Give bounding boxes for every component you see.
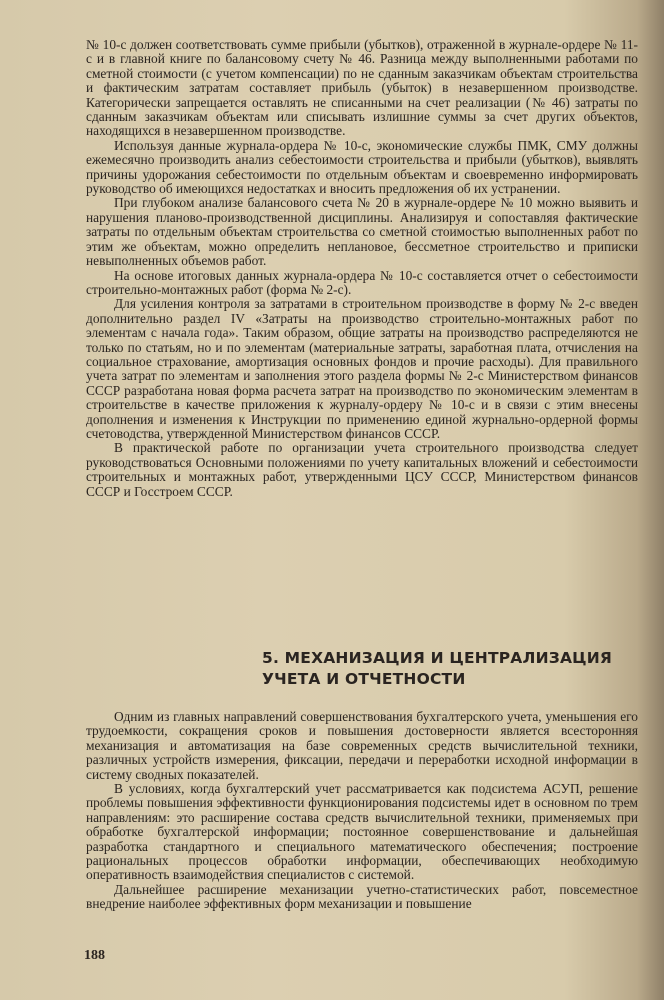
paragraph: В условиях, когда бухгалтерский учет рассматривается как подсистема АСУП, решение проблемы повышения эффективности функционирования подсистемы идет в основном по трем направлениям: это расширение состава средств вычислительной техники, применяемых при обработке бухгалтерской информации; постоянное совершенствование и дальнейшая разработка стандартного и специального математического обеспечения; построение рациональных процессов обработки информации, обеспечивающих необходимую оперативность взаимодействия специалистов с системой. bbox=[86, 781, 638, 883]
page-number: 188 bbox=[84, 948, 105, 963]
paragraph: Дальнейшее расширение механизации учетно-статистических работ, повсеместное внедрение наиболее эффективных форм механизации и повышение bbox=[86, 881, 638, 912]
paragraph: В практической работе по организации учета строительного производства следует руководствоваться Основными положениями по учету капитальных вложений и себестоимости строительных и монтажных работ, утвержденными ЦСУ СССР, Министерством финансов СССР и Госстроем СССР. bbox=[86, 440, 638, 499]
paragraph: При глубоком анализе балансового счета № 20 в журнале-ордере № 10 можно выявить и нарушения планово-производственной дисциплины. Анализируя и сопоставляя фактические затраты по отдельным объектам строительства со сметной стоимостью выполненных работ по этим же объектам, можно определить неплановое, бессметное строительство и приписки невыполненных объемов работ. bbox=[86, 195, 638, 269]
paragraph: Используя данные журнала-ордера № 10-с, экономические службы ПМК, СМУ должны ежемесячно производить анализ себестоимости строительства и прибыли (убытков), выявлять причины удорожания себестоимости по отдельным объектам и своевременно информировать руководство об имеющихся недостатках и вносить предложения об их устранении. bbox=[86, 137, 638, 197]
top-text-block bbox=[86, 38, 638, 499]
section-heading-line-2: УЧЕТА И ОТЧЕТНОСТИ bbox=[262, 670, 466, 688]
section-heading-line-1: 5. МЕХАНИЗАЦИЯ И ЦЕНТРАЛИЗАЦИЯ bbox=[262, 649, 613, 667]
paragraph: Одним из главных направлений совершенствования бухгалтерского учета, уменьшения его трудоемкости, сокращения сроков и повышения достоверности является всесторонняя механизация и автоматизация на базе современных средств вычислительной техники, различных устройств измерения, фиксации, передачи и переработки исходной информации в систему сводных показателей. bbox=[86, 709, 638, 782]
bottom-text-block bbox=[86, 710, 638, 912]
paragraph: Для усиления контроля за затратами в строительном производстве в форму № 2-с введен дополнительно раздел IV «Затраты на производство строительно-монтажных работ по элементам с начала года». Таким образом, общие затраты на производство распределяются не только по статьям, но и по элементам (материальные затраты, заработная плата, отчисления на социальное страхование, амортизация основных фондов и прочие расходы). Для правильного учета затрат по элементам и заполнения этого раздела формы № 2-с Министерством финансов СССР разработана новая форма расчета затрат на производство по экономическим элементам в строительстве в качестве приложения к журналу-ордеру № 10-с и в связи с этим внесены дополнения и изменения к Инструкции по применению единой журнально-ордерной формы счетоводства, утвержденной Министерством финансов СССР. bbox=[86, 296, 638, 441]
paragraph: № 10-с должен соответствовать сумме прибыли (убытков), отраженной в журнале-ордере № 11-с и в главной книге по балансовому счету № 46. Разница между выполненными работами по сметной стоимости (с учетом компенсации) по не сданным заказчикам объектам строительства и фактическим затратам составляет прибыль (убыток) в незавершенном производстве. Категорически запрещается оставлять не списанными на счет реализации (№ 46) затраты по сданным заказчикам объектам или списывать излишние суммы за счет других объектов, находящихся в незавершенном производстве. bbox=[86, 37, 638, 139]
paragraph: На основе итоговых данных журнала-ордера № 10-с составляется отчет о себестоимости строительно-монтажных работ (форма № 2-с). bbox=[86, 267, 638, 297]
section-heading bbox=[262, 648, 622, 690]
